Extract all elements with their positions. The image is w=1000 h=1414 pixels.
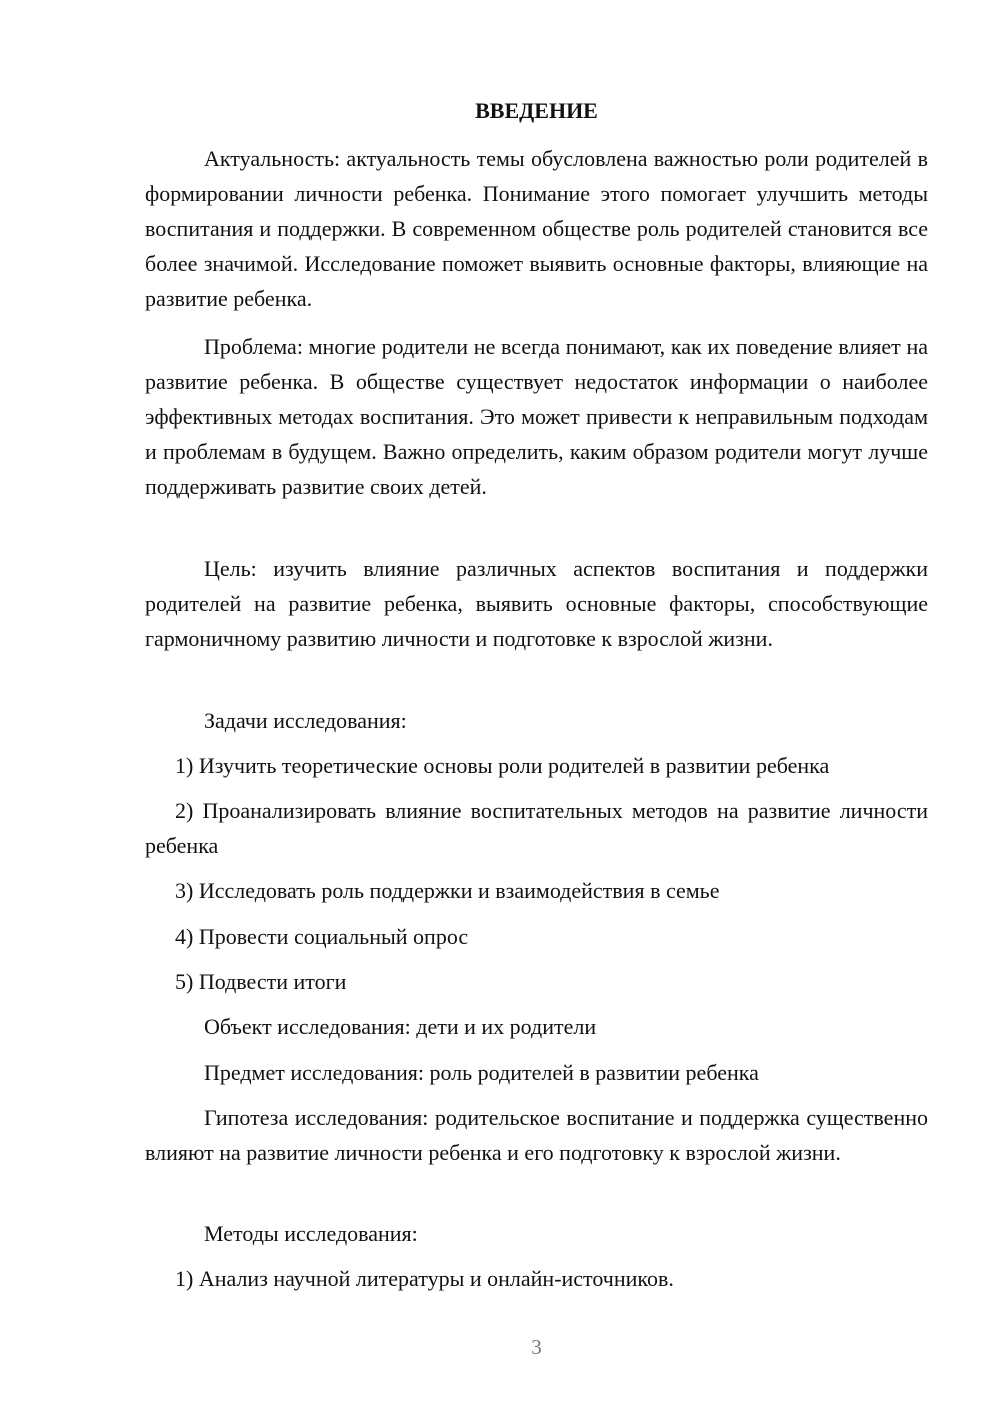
task-item-1: 1) Изучить теоретические основы роли родителей в развитии ребенка [175, 753, 830, 778]
task-item-5: 5) Подвести итоги [175, 969, 347, 994]
subject-paragraph: Предмет исследования: роль родителей в развитии ребенка [204, 1060, 759, 1085]
hypothesis-paragraph: Гипотеза исследования: родительское воспитание и поддержка существенно влияют на развитие личности ребенка и его подготовку к взрослой жизни. [145, 1105, 928, 1165]
task-item-3: 3) Исследовать роль поддержки и взаимодействия в семье [175, 878, 720, 903]
object-paragraph: Объект исследования: дети и их родители [204, 1014, 597, 1039]
task-item-2: 2) Проанализировать влияние воспитательных методов на развитие личности ребенка [145, 798, 928, 858]
tasks-heading: Задачи исследования: [204, 708, 407, 733]
relevance-paragraph: Актуальность: актуальность темы обусловлена важностью роли родителей в формировании личности ребенка. Понимание этого помогает улучшить методы воспитания и поддержки. В современном обществе роль родителей становится все более значимой. Исследование поможет выявить основные факторы, влияющие на развитие ребенка. [145, 146, 928, 311]
goal-paragraph: Цель: изучить влияние различных аспектов воспитания и поддержки родителей на развитие ребенка, выявить основные факторы, способствующие гармоничному развитию личности и подготовке к взрослой жизни. [145, 556, 928, 651]
problem-paragraph: Проблема: многие родители не всегда понимают, как их поведение влияет на развитие ребенка. В обществе существует недостаток информации о наиболее эффективных методах воспитания. Это может привести к неправильным подходам и проблемам в будущем. Важно определить, каким образом родители могут лучше поддерживать развитие своих детей. [145, 334, 928, 499]
task-item-4: 4) Провести социальный опрос [175, 924, 469, 949]
method-item-1: 1) Анализ научной литературы и онлайн-источников. [175, 1266, 674, 1291]
page-title: ВВЕДЕНИЕ [475, 98, 598, 123]
page-number: 3 [531, 1335, 542, 1359]
methods-heading: Методы исследования: [204, 1221, 418, 1246]
